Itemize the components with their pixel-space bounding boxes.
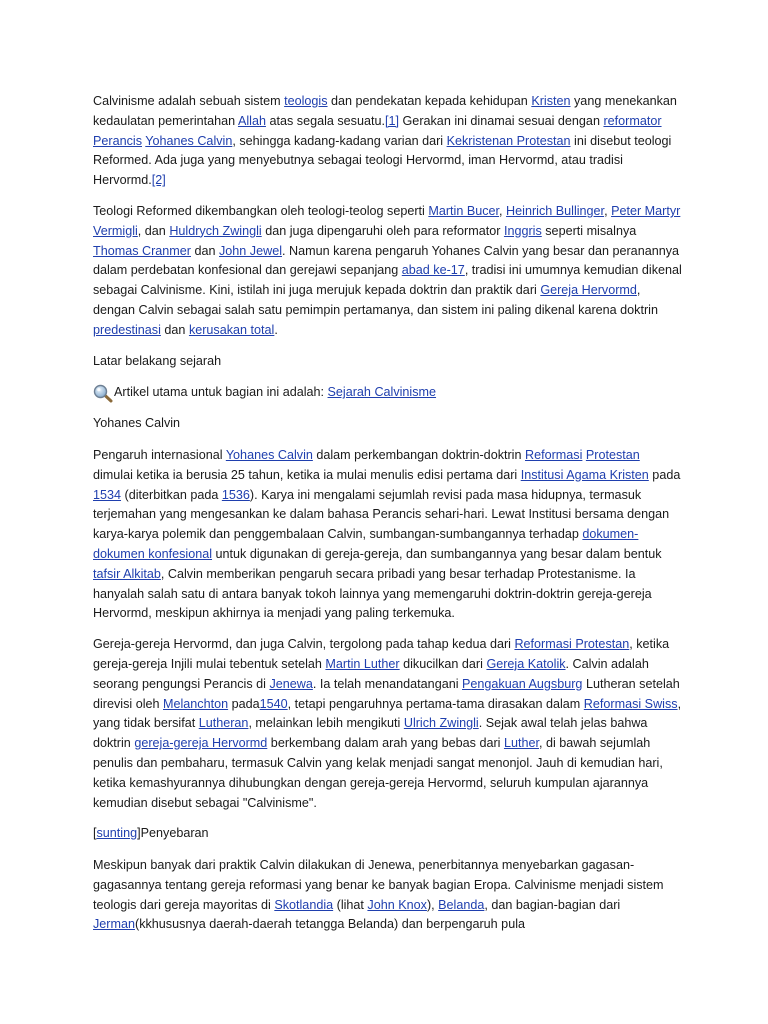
- text-run: pada: [228, 696, 260, 711]
- link[interactable]: Thomas Cranmer: [93, 243, 191, 258]
- text-run: dan pendekatan kepada kehidupan: [327, 94, 532, 108]
- text-run: .: [274, 322, 278, 337]
- text-run: (kkhususnya daerah-daerah tetangga Belanda) dan berpengaruh pula: [135, 917, 525, 932]
- link[interactable]: abad ke-17: [401, 263, 465, 278]
- link[interactable]: Sejarah Calvinisme: [327, 385, 437, 400]
- link[interactable]: Ulrich Zwingli: [403, 716, 479, 731]
- link[interactable]: Peter Martyr Vermigli: [93, 203, 681, 238]
- text-run: Gereja-gereja Hervormd, dan juga Calvin, tergolong pada tahap kedua dari: [93, 637, 515, 652]
- text-run: ini disebut teologi Reformed. Ada juga yang menyebutnya sebagai teologi Hervormd, iman Hervormd, atau tradisi Hervormd.: [93, 133, 672, 188]
- link[interactable]: Pengakuan Augsburg: [462, 676, 583, 691]
- text-run: , dan: [137, 223, 170, 238]
- text-run: . Calvin adalah seorang pengungsi Perancis di: [93, 656, 649, 691]
- link[interactable]: Perancis: [93, 133, 142, 148]
- link[interactable]: Belanda: [438, 897, 485, 912]
- text-run: , yang tidak bersifat: [93, 696, 682, 731]
- text-run: yang menekankan kedaulatan pemerintahan: [93, 94, 677, 128]
- main-article-note: [93, 383, 683, 403]
- text-run: , dan bagian-bagian dari: [484, 897, 621, 912]
- link[interactable]: 1536: [221, 487, 250, 502]
- text-run: (lihat: [333, 897, 368, 912]
- link[interactable]: Kristen: [531, 94, 571, 108]
- text-run: atas segala sesuatu.: [265, 113, 385, 128]
- link[interactable]: Protestan: [585, 447, 640, 462]
- section-heading-penyebaran: [93, 824, 683, 844]
- link[interactable]: Martin Luther: [325, 656, 400, 671]
- link[interactable]: Inggris: [503, 223, 542, 238]
- text-run: ,: [604, 203, 612, 218]
- text-run: dan: [190, 243, 219, 258]
- text-run: , di bawah sejumlah penulis dan pembaharu, termasuk Calvin yang kelak menjadi sangat menonjol. Jauh di kemudian hari, ketika kemashyurannya dihubungkan dengan gereja-gereja Hervormd, seluruh kumpulan ajarannya kemudian disebut sebagai "Calvinisme".: [93, 736, 663, 810]
- link[interactable]: Gereja Hervormd: [540, 283, 637, 298]
- link[interactable]: Jenewa: [269, 676, 313, 691]
- link[interactable]: gereja-gereja Hervormd: [134, 736, 268, 751]
- text-run: Gerakan ini dinamai sesuai dengan: [399, 113, 604, 128]
- text-run: Teologi Reformed dikembangkan oleh teologi-teolog seperti: [93, 203, 429, 218]
- link[interactable]: Allah: [237, 113, 266, 128]
- text-run: , tetapi pengaruhnya pertama-tama dirasakan dalam: [287, 696, 584, 711]
- link[interactable]: Yohanes Calvin: [145, 133, 233, 148]
- link[interactable]: Kekristenan Protestan: [446, 133, 571, 148]
- text-run: , tradisi ini umumnya kemudian dikenal sebagai Calvinisme. Kini, istilah ini juga merujuk kepada doktrin dan praktik dari: [93, 263, 682, 298]
- text-run: dikucilkan dari: [399, 656, 487, 671]
- link[interactable]: predestinasi: [93, 322, 161, 337]
- link[interactable]: Martin Bucer: [428, 203, 500, 218]
- section-heading-latar: Latar belakang sejarah: [93, 353, 222, 368]
- link[interactable]: Reformasi: [524, 447, 583, 462]
- link[interactable]: Skotlandia: [274, 897, 334, 912]
- section-heading-calvin: Yohanes Calvin: [93, 416, 181, 431]
- paragraph-pengaruh: [93, 446, 683, 624]
- text-run: Meskipun banyak dari praktik Calvin dilakukan di Jenewa, penerbitannya menyebarkan gagasan-gagasannya tentang gereja reformasi yang benar ke banyak bagian Eropa. Calvinisme menjadi sistem teologis dari gereja mayoritas di: [93, 858, 664, 912]
- link[interactable]: Huldrych Zwingli: [169, 223, 262, 238]
- link[interactable]: Luther: [503, 736, 539, 751]
- text-run: pada: [648, 467, 681, 482]
- link[interactable]: Melanchton: [163, 696, 229, 711]
- link[interactable]: 1540: [259, 696, 288, 711]
- text-run: Artikel utama untuk bagian ini adalah:: [114, 385, 328, 400]
- link[interactable]: 1534: [93, 487, 122, 502]
- link[interactable]: [2]: [151, 173, 166, 188]
- text-run: dan juga dipengaruhi oleh para reformator: [261, 223, 504, 238]
- link[interactable]: John Knox: [367, 897, 427, 912]
- link[interactable]: Heinrich Bullinger: [506, 203, 605, 218]
- link[interactable]: kerusakan total: [188, 322, 275, 337]
- text-run: dalam perkembangan doktrin-doktrin: [312, 447, 525, 462]
- text-run: ,: [499, 203, 507, 218]
- text-run: . Namun karena pengaruh Yohanes Calvin yang besar dan peranannya dalam perdebatan konfesional dan gerejawi sepanjang: [93, 243, 680, 278]
- link[interactable]: teologis: [284, 94, 328, 108]
- link[interactable]: reformator: [603, 113, 662, 128]
- text-run: . Ia telah menandatangani: [312, 676, 462, 691]
- link[interactable]: Reformasi Swiss: [583, 696, 678, 711]
- link[interactable]: sunting: [96, 826, 138, 841]
- link[interactable]: Gereja Katolik: [486, 656, 566, 671]
- link[interactable]: Yohanes Calvin: [225, 447, 313, 462]
- paragraph-penyebaran: [93, 856, 683, 935]
- text-run: ]Penyebaran: [137, 826, 209, 841]
- text-run: berkembang dalam arah yang bebas dari: [267, 736, 504, 751]
- text-run: . Sejak awal telah jelas bahwa doktrin: [93, 716, 648, 751]
- text-run: ). Karya ini mengalami sejumlah revisi pada masa hidupnya, termasuk terjemahan yang mengesankan ke dalam bahasa Perancis sehari-hari. Lewat Institusi bersama dengan karya-karya polemik dan penggembalaan Calvin, sumbangan-sumbangannya terhadap: [93, 487, 670, 542]
- link[interactable]: Institusi Agama Kristen: [520, 467, 649, 482]
- text-run: , dengan Calvin sebagai salah satu pemimpin pertamanya, dan sistem ini paling dikenal karena doktrin: [93, 283, 658, 317]
- text-run: (diterbitkan pada: [121, 487, 222, 502]
- paragraph-reformed: [93, 202, 683, 341]
- paragraph-gereja: [93, 635, 683, 813]
- paragraph-intro: [93, 92, 683, 191]
- text-run: Lutheran setelah direvisi oleh: [93, 676, 680, 711]
- text-run: , Calvin memberikan pengaruh secara pribadi yang besar terhadap Protestanisme. Ia hanyalah salah satu di antara banyak tokoh lainnya yang memengaruhi doktrin-doktrin gereja-gereja Hervormd, meskipun akhirnya ia menjadi yang paling terkemuka.: [93, 566, 652, 621]
- main-article-text: [114, 383, 436, 403]
- text-run: , sehingga kadang-kadang varian dari: [232, 133, 447, 148]
- link[interactable]: Jerman: [93, 917, 135, 932]
- text-run: Calvinisme adalah sebuah sistem: [93, 94, 285, 108]
- text-run: dimulai ketika ia berusia 25 tahun, ketika ia mulai menulis edisi pertama dari: [93, 467, 521, 482]
- link[interactable]: Lutheran: [198, 716, 249, 731]
- text-run: [: [93, 826, 97, 841]
- text-run: dan: [160, 322, 189, 337]
- link[interactable]: John Jewel: [219, 243, 283, 258]
- text-run: seperti misalnya: [541, 223, 637, 238]
- document-page: [93, 92, 683, 946]
- link[interactable]: dokumen-dokumen konfesional: [93, 527, 639, 561]
- text-run: ),: [426, 897, 439, 912]
- link[interactable]: [1]: [385, 113, 400, 128]
- magnifier-icon: [93, 384, 113, 403]
- link[interactable]: tafsir Alkitab: [93, 566, 161, 581]
- text-run: untuk digunakan di gereja-gereja, dan sumbangannya yang besar dalam bentuk: [212, 546, 662, 561]
- text-run: , ketika gereja-gereja Injili mulai tebentuk setelah: [93, 637, 670, 671]
- text-run: Pengaruh internasional: [93, 447, 226, 462]
- text-run: , melainkan lebih mengikuti: [248, 716, 404, 731]
- link[interactable]: Reformasi Protestan: [514, 637, 630, 652]
